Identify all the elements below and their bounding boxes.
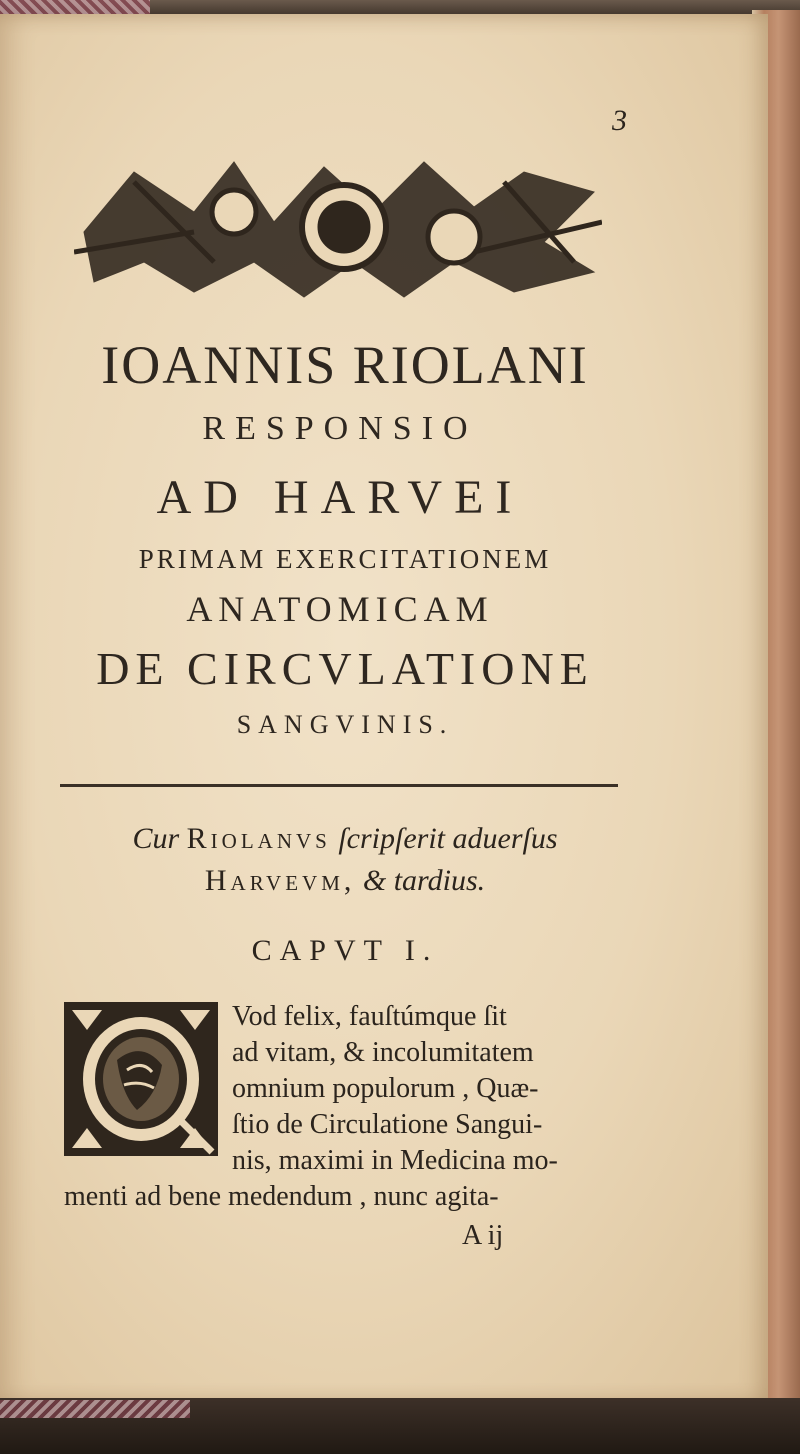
heading-riolanvs: Riolanvs [186,822,331,855]
headpiece-ornament-icon [74,152,602,302]
title-primam: PRIMAM EXERCITATIONEM [138,544,552,574]
heading-cur: Cur [132,822,180,855]
title-anatomicam: ANATOMICAM [186,589,494,629]
section-heading-line1 [0,822,690,856]
title-sanguinis: SANGVINIS. [236,710,454,739]
body-line-1: Vod felix, fauſtúmque ſit [232,1001,507,1032]
heading-scripserit: ſcripſerit aduerſus [338,822,558,855]
body-line-3: omnium populorum , Quæ- [232,1073,539,1104]
signature-mark: A ij [462,1220,504,1251]
horizontal-rule [60,784,618,787]
decorated-initial-q-icon [62,1000,220,1158]
title-responsio: RESPONSIO [202,410,478,447]
chapter-heading: CAPVT I. [251,934,439,967]
body-line-2: ad vitam, & incolumitatem [232,1037,534,1068]
title-author: IOANNIS RIOLANI [101,335,589,395]
body-line-5: nis, maximi in Medicina mo- [232,1145,558,1176]
tailband [0,1400,190,1418]
heading-tardius: & tardius. [362,864,486,897]
heading-harvevm: Harvevm, [204,864,356,897]
title-de-circulatione: DE CIRCVLATIONE [96,643,594,694]
body-line-4: ſtio de Circulatione Sangui- [232,1109,543,1140]
body-line-6: menti ad bene medendum , nunc agita- [64,1181,499,1212]
section-heading-line2 [0,864,690,898]
page-number: 3 [612,104,627,137]
title-ad-harvei: AD HARVEI [156,471,524,524]
